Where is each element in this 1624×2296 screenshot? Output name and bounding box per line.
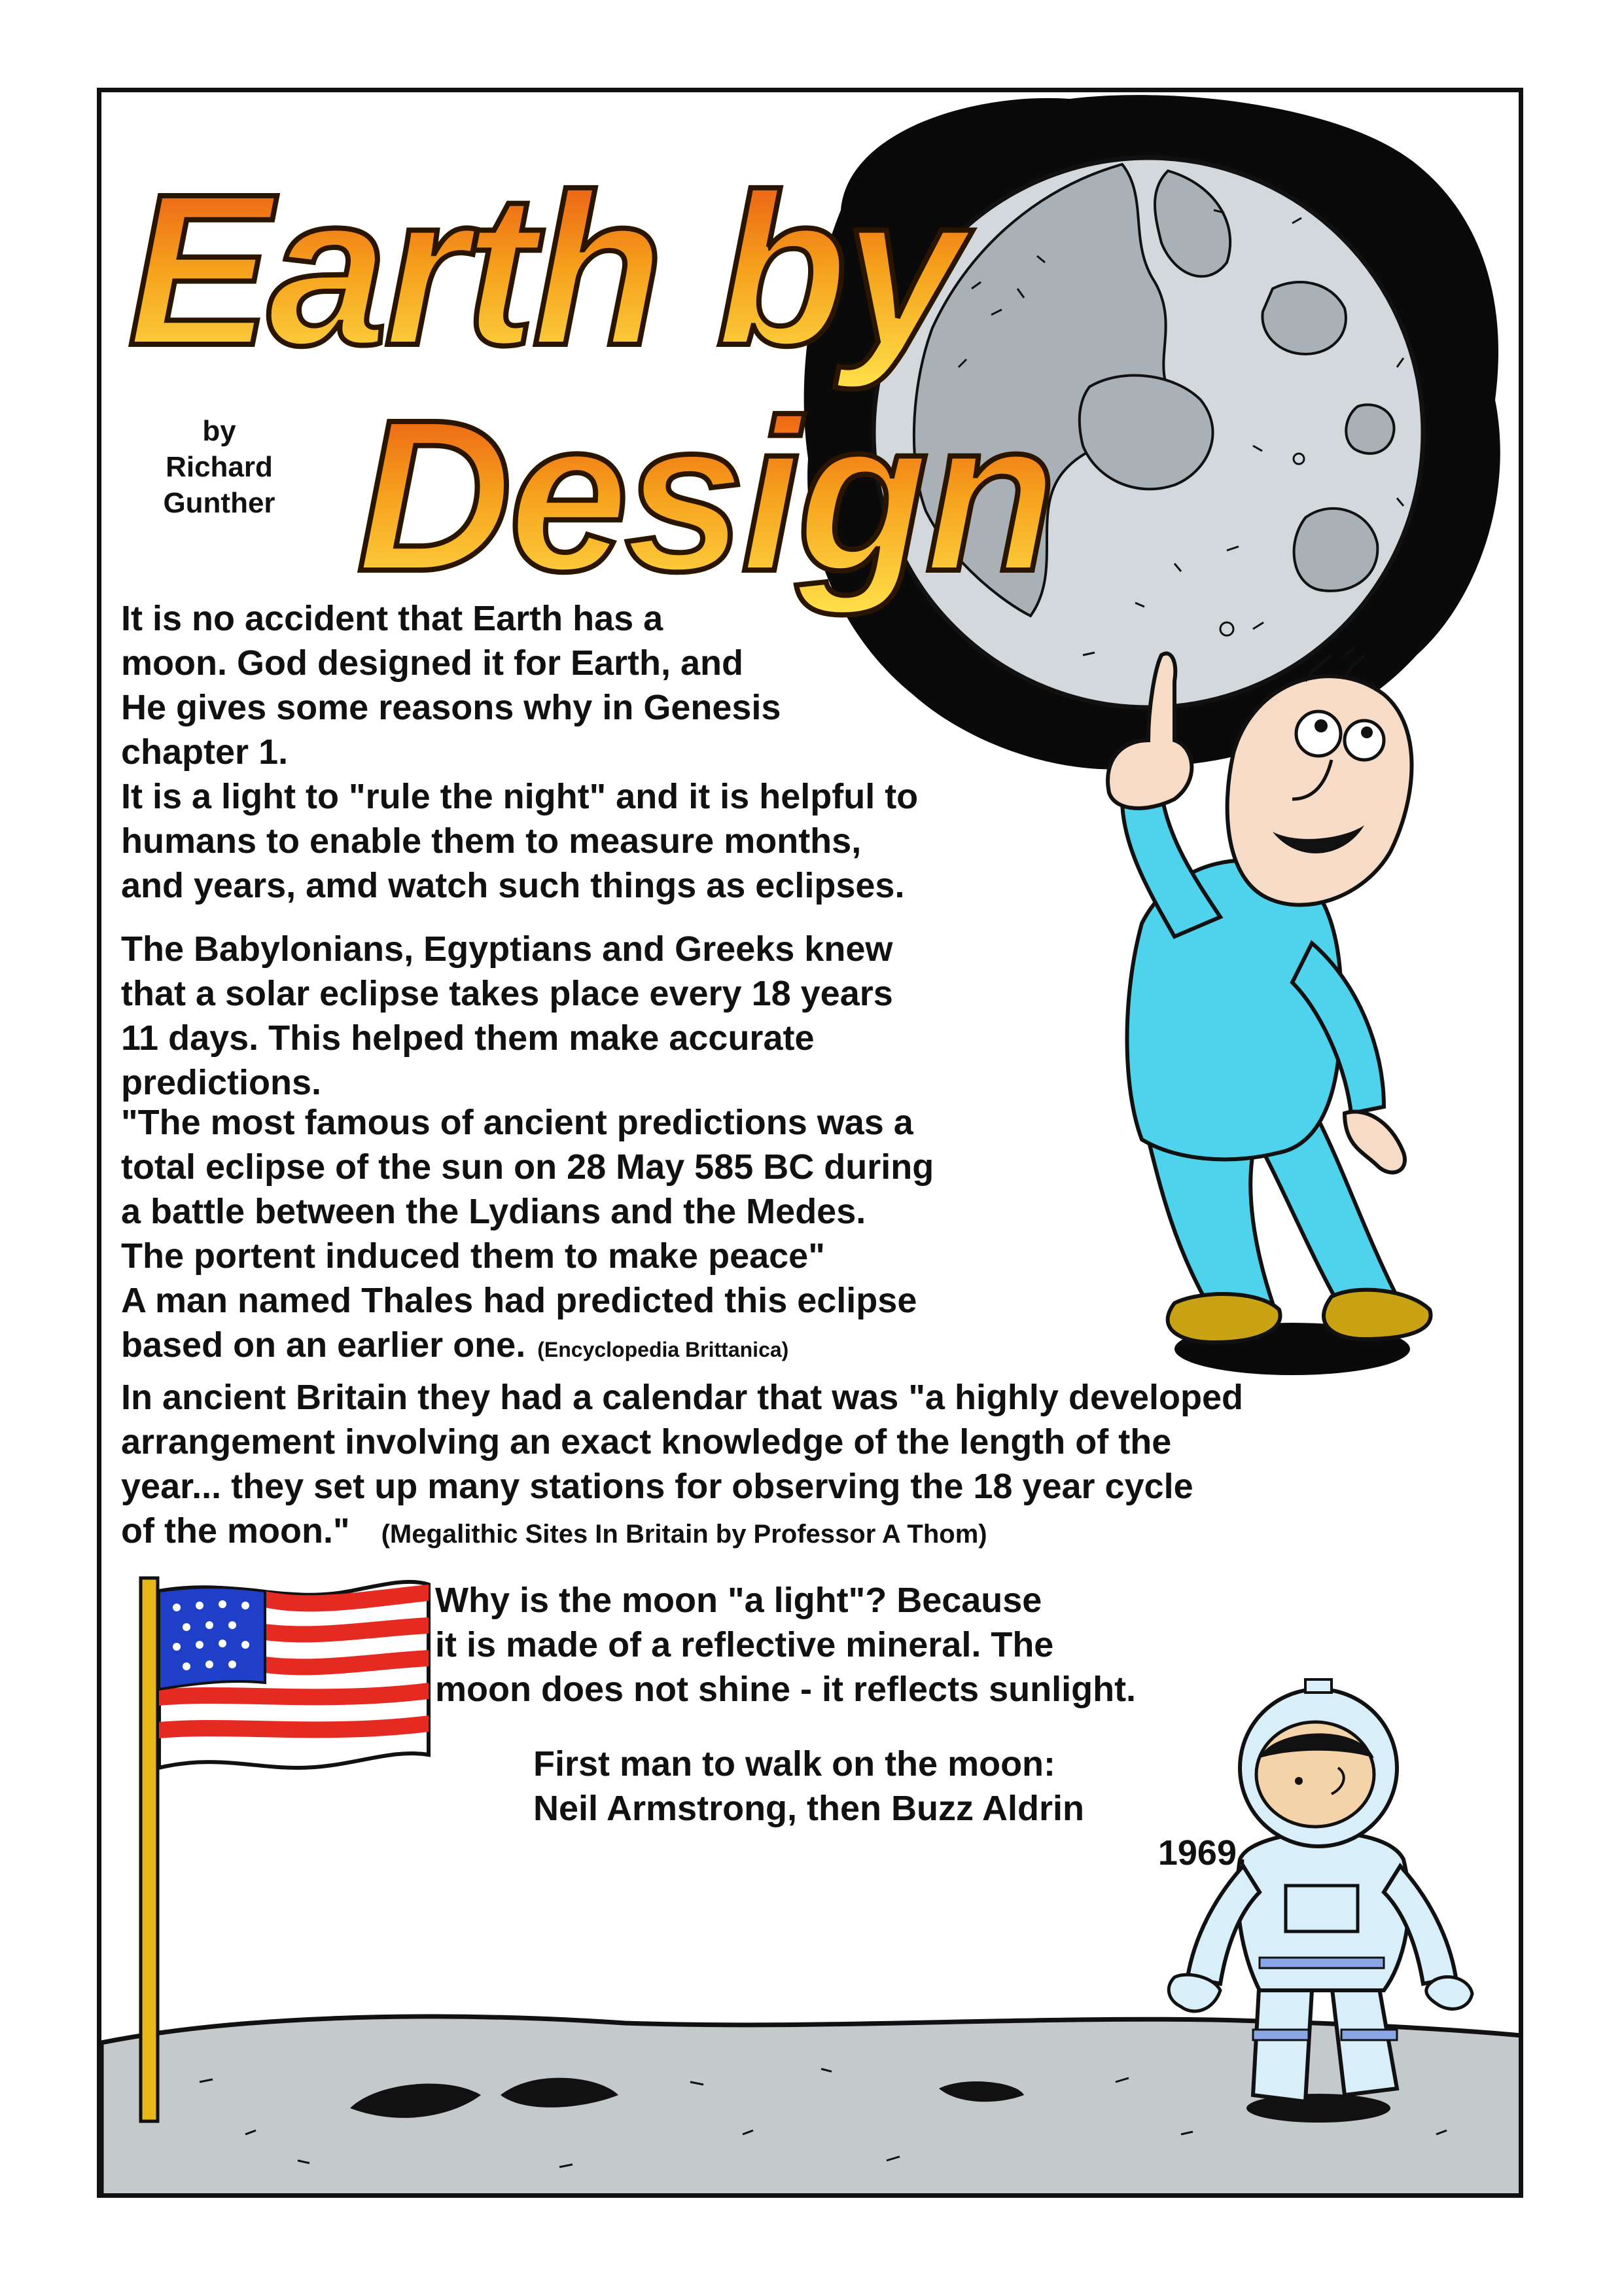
britain-paragraph	[121, 1375, 1495, 1556]
byline-by: by	[202, 415, 236, 447]
byline-last-name: Gunther	[163, 487, 275, 519]
byline-first-name: Richard	[166, 451, 273, 483]
title-lettering	[128, 149, 1053, 617]
page-frame	[97, 88, 1523, 2198]
reflective-paragraph: Why is the moon "a light"? Because it is made of a reflective mineral. The moon does not shine - it reflects sunlight.	[435, 1581, 1137, 1709]
armstrong-line-2: Neil Armstrong, then Buzz Aldrin	[533, 1789, 1085, 1828]
thales-quote: "The most famous of ancient predictions was a total eclipse of the sun on 28 May 585 BC during a battle between the Lydians and the Medes. The portent induced them to make peace" A man named Thales had predicted this eclipse based on an earlier one.	[121, 1103, 934, 1365]
britain-citation: (Megalithic Sites In Britain by Professor A Thom)	[381, 1520, 987, 1549]
eclipse-cycle-paragraph: The Babylonians, Egyptians and Greeks knew that a solar eclipse takes place every 18 years 11 days. This helped them make accurate predictions.	[121, 929, 893, 1102]
title-line-1: Earth by	[128, 149, 961, 390]
britain-quote: In ancient Britain they had a calendar that was "a highly developed arrangement involving an exact knowledge of the length of the year... they set up many stations for observing the 18 year cycle of the moon."	[121, 1378, 1244, 1551]
byline	[154, 413, 285, 521]
pointing-man-illustration	[1108, 653, 1430, 1375]
intro-paragraph: It is no accident that Earth has a moon. God designed it for Earth, and He gives some reasons why in Genesis chapter 1. It is a light to "rule the night" and it is helpful to humans to enable them to measure months, and years, amd watch such things as eclipses.	[121, 599, 919, 905]
thales-citation: (Encyclopedia Brittanica)	[537, 1338, 789, 1361]
armstrong-paragraph	[533, 1742, 1246, 1875]
armstrong-line-1: First man to walk on the moon:	[533, 1744, 1056, 1784]
title-line-2: Design	[357, 374, 1053, 616]
armstrong-year: 1969.	[1157, 1833, 1246, 1873]
thales-paragraph	[121, 1100, 1155, 1372]
